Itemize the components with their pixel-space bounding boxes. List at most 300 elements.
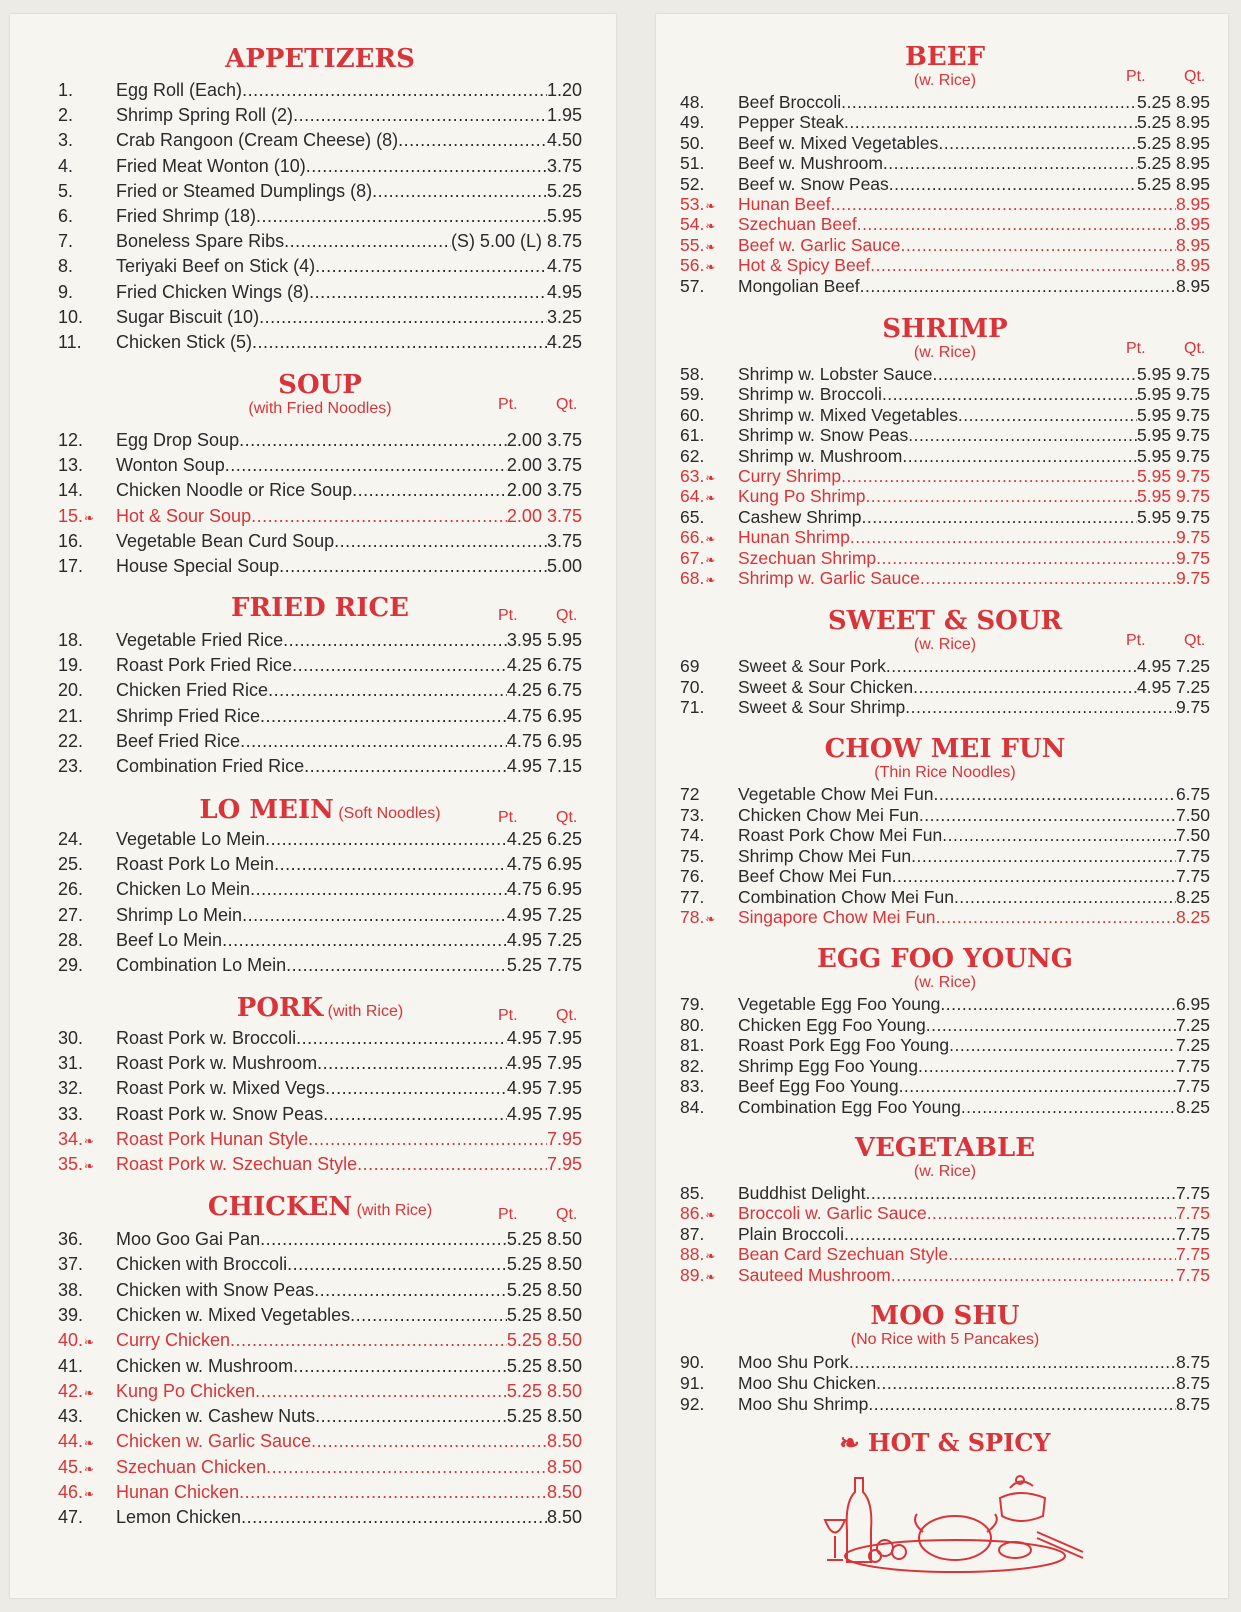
item-name: Curry Shrimp	[738, 466, 842, 486]
item-price: 6.75	[1175, 784, 1210, 804]
item-number-text: 24.	[58, 829, 84, 849]
item-number-text: 35.	[58, 1154, 84, 1174]
item-number	[680, 1056, 738, 1077]
item-price: 8.50	[546, 1507, 582, 1528]
menu-item	[58, 307, 582, 328]
item-number	[680, 825, 738, 846]
item-name: Chicken with Snow Peas	[116, 1279, 315, 1300]
item-number-text: 41.	[58, 1355, 84, 1376]
item-name: Vegetable Chow Mei Fun	[738, 784, 934, 804]
chili-pepper-icon: ❧	[705, 532, 716, 547]
menu-item	[58, 1053, 582, 1074]
item-price: 4.75 6.95	[506, 705, 582, 726]
menu-item	[680, 1183, 1210, 1204]
dot-leader	[954, 887, 1176, 905]
menu-item	[680, 805, 1210, 826]
pint-header: Pt.	[1126, 632, 1146, 649]
item-price: 7.75	[1175, 866, 1210, 886]
item-number	[58, 1280, 116, 1301]
item-price: 3.25	[546, 306, 582, 327]
chili-pepper-icon: ❧	[84, 1487, 95, 1501]
item-price: 5.95 9.75	[1137, 506, 1210, 527]
item-name: Roast Pork w. Mixed Vegs	[116, 1078, 326, 1099]
item-number-text: 38.	[58, 1279, 84, 1300]
menu-item	[680, 784, 1210, 805]
menu-item	[58, 1280, 582, 1301]
chili-pepper-icon: ❧	[84, 1461, 95, 1476]
item-price: 2.00 3.75	[506, 505, 582, 526]
item-name: Shrimp w. Lobster Sauce	[738, 364, 933, 384]
menu-item	[58, 1431, 582, 1452]
item-number	[58, 706, 116, 727]
item-number	[680, 866, 738, 887]
menu-item	[680, 548, 1210, 569]
item-number	[680, 548, 738, 569]
menu-item	[58, 1078, 582, 1099]
item-number	[58, 879, 116, 900]
item-number	[58, 854, 116, 875]
item-number	[680, 255, 738, 276]
menu-item	[680, 446, 1210, 467]
section-subtitle: (with Rice)	[352, 1202, 433, 1219]
item-number	[58, 1381, 116, 1402]
menu-item	[58, 955, 582, 976]
dot-leader	[260, 1229, 507, 1247]
item-name: Teriyaki Beef on Stick (4)	[116, 256, 316, 277]
item-number-text: 36.	[58, 1229, 84, 1249]
item-number-text: 66.	[680, 527, 705, 548]
item-number-text: 75.	[680, 845, 705, 866]
menu-item	[680, 677, 1210, 698]
item-number-text: 16.	[58, 530, 84, 551]
pint-header: Pt.	[498, 1206, 518, 1223]
menu-item	[680, 405, 1210, 426]
chili-pepper-icon: ❧	[705, 471, 716, 485]
dot-leader	[882, 384, 1137, 402]
item-number	[680, 994, 738, 1015]
item-number-text: 53.	[680, 194, 705, 214]
chili-pepper-icon: ❧	[84, 1159, 95, 1173]
item-name: Hunan Beef	[738, 194, 831, 214]
item-name: Chicken w. Garlic Sauce	[116, 1431, 312, 1452]
item-name: Hot & Sour Soup	[116, 505, 252, 526]
item-number	[680, 1097, 738, 1118]
item-number	[680, 425, 738, 446]
item-price: 7.75	[1175, 1244, 1210, 1265]
item-price: 5.25 8.50	[506, 1304, 582, 1325]
dot-leader	[883, 153, 1137, 171]
dot-leader	[293, 1356, 507, 1374]
item-price: 8.95	[1175, 194, 1210, 214]
menu-item	[680, 364, 1210, 385]
item-price: 5.25 8.95	[1137, 153, 1210, 174]
menu-item	[680, 907, 1210, 928]
item-number-text: 69	[680, 656, 700, 676]
item-price: 7.50	[1175, 825, 1210, 845]
item-name: Beef Fried Rice	[116, 730, 241, 751]
menu-item	[58, 1254, 582, 1275]
dot-leader	[918, 1056, 1176, 1074]
item-number-text: 2.	[58, 105, 74, 126]
menu-item	[680, 1203, 1210, 1224]
dot-leader	[841, 466, 1137, 484]
menu-item	[58, 181, 582, 202]
item-name: Chicken Stick (5)	[116, 332, 253, 352]
item-price: 8.95	[1175, 214, 1210, 235]
menu-item	[680, 466, 1210, 487]
dot-leader	[849, 1352, 1176, 1370]
item-name: Combination Egg Foo Young	[738, 1097, 961, 1117]
section-title-mooshu	[680, 1301, 1210, 1331]
chili-pepper-icon: ❧	[705, 912, 716, 926]
item-name: Sauteed Mushroom	[738, 1264, 891, 1285]
item-number-text: 85.	[680, 1183, 705, 1203]
item-name: Roast Pork Chow Mei Fun	[738, 825, 943, 845]
item-price: 4.75	[546, 256, 582, 277]
dot-leader	[357, 1154, 547, 1172]
dot-leader	[892, 866, 1176, 884]
dot-leader	[325, 1078, 507, 1096]
dot-leader	[850, 527, 1176, 545]
item-number	[58, 1129, 116, 1150]
item-name: Egg Drop Soup	[116, 430, 240, 450]
item-number	[680, 194, 738, 215]
item-price: 2.00 3.75	[506, 480, 582, 501]
item-number	[680, 486, 738, 507]
dot-leader	[868, 1394, 1176, 1412]
dot-leader	[958, 405, 1137, 423]
item-name: Combination Chow Mei Fun	[738, 886, 954, 907]
item-number	[58, 1254, 116, 1275]
item-price: 8.75	[1175, 1352, 1210, 1372]
item-name: Chicken Fried Rice	[116, 680, 269, 701]
item-price: 5.95 9.75	[1137, 364, 1210, 384]
section-title-text: SWEET & SOUR	[827, 606, 1063, 636]
item-number	[680, 466, 738, 487]
dot-leader	[239, 1482, 547, 1500]
item-name: Moo Shu Pork	[738, 1352, 849, 1372]
item-number-text: 83.	[680, 1076, 705, 1097]
item-number	[58, 1457, 116, 1478]
dot-leader	[252, 332, 547, 350]
item-name: Roast Pork w. Szechuan Style	[116, 1154, 358, 1174]
item-name: Bean Card Szechuan Style	[738, 1244, 949, 1265]
menu-item	[680, 697, 1210, 718]
item-name: Roast Pork w. Mushroom	[116, 1053, 318, 1074]
section-note-mooshu: (No Rice with 5 Pancakes)	[850, 1331, 1040, 1348]
item-name: Curry Chicken	[116, 1330, 231, 1351]
item-number	[58, 256, 116, 277]
item-number	[680, 1244, 738, 1265]
section-title-text: FRIED RICE	[231, 593, 409, 623]
menu-item	[58, 80, 582, 101]
menu-item	[680, 1352, 1210, 1373]
menu-item	[58, 556, 582, 577]
item-name: Szechuan Chicken	[116, 1456, 267, 1477]
dot-leader	[323, 1104, 507, 1122]
item-price: 3.75	[546, 530, 582, 551]
item-number-text: 18.	[58, 630, 84, 650]
item-number	[680, 364, 738, 385]
menu-item	[680, 384, 1210, 405]
item-number	[58, 206, 116, 227]
menu-item	[58, 1129, 582, 1150]
item-price: 5.25 8.95	[1137, 92, 1210, 112]
dot-leader	[260, 706, 507, 724]
dot-leader	[240, 731, 507, 749]
quart-header: Qt.	[556, 1206, 578, 1223]
item-name: Shrimp Spring Roll (2)	[116, 105, 294, 126]
section-title-text: EGG FOO YOUNG	[817, 944, 1073, 974]
item-number-text: 82.	[680, 1055, 705, 1076]
item-name: Kung Po Shrimp	[738, 486, 866, 507]
dot-leader	[913, 677, 1137, 695]
dot-leader	[948, 1244, 1176, 1262]
dot-leader	[934, 784, 1176, 802]
hot-spicy-label: HOT & SPICY	[867, 1428, 1051, 1457]
item-number-text: 1.	[58, 80, 74, 100]
menu-item	[680, 153, 1210, 174]
dot-leader	[933, 364, 1137, 382]
item-price: 5.25 8.50	[506, 1406, 582, 1427]
menu-item	[58, 905, 582, 926]
dot-leader	[265, 829, 507, 847]
item-name: Sweet & Sour Shrimp	[738, 697, 906, 717]
item-number-text: 63.	[680, 466, 705, 486]
item-number-text: 28.	[58, 929, 84, 950]
item-price: 5.95 9.75	[1137, 486, 1210, 507]
item-name: Kung Po Chicken	[116, 1380, 256, 1401]
dot-leader	[926, 1015, 1176, 1033]
item-number-text: 92.	[680, 1394, 705, 1414]
item-price: 3.75	[546, 155, 582, 176]
item-name: Szechuan Beef	[738, 214, 857, 235]
item-number	[680, 405, 738, 426]
item-name: Combination Lo Mein	[116, 955, 287, 975]
dot-leader	[876, 548, 1176, 566]
item-number	[58, 731, 116, 752]
quart-header: Qt.	[556, 809, 578, 826]
item-name: Chicken Noodle or Rice Soup	[116, 480, 353, 501]
item-name: Shrimp w. Broccoli	[738, 384, 882, 405]
item-number-text: 19.	[58, 655, 84, 676]
dot-leader	[242, 905, 507, 923]
item-number	[58, 307, 116, 328]
dot-leader	[905, 697, 1176, 715]
item-name: Beef w. Mixed Vegetables	[738, 132, 939, 153]
item-number-text: 47.	[58, 1507, 84, 1528]
menu-item	[680, 112, 1210, 133]
menu-item	[680, 235, 1210, 256]
dot-leader	[940, 994, 1176, 1012]
item-number	[58, 930, 116, 951]
item-number	[680, 92, 738, 113]
dot-leader	[334, 531, 547, 549]
item-name: Shrimp Lo Mein	[116, 904, 243, 925]
item-name: Lemon Chicken	[116, 1507, 242, 1528]
item-number-text: 9.	[58, 281, 74, 302]
item-number-text: 14.	[58, 480, 84, 501]
item-price: 5.95 9.75	[1137, 466, 1210, 486]
item-name: Shrimp Chow Mei Fun	[738, 845, 912, 866]
item-price: 4.75 6.95	[506, 730, 582, 751]
item-number-text: 74.	[680, 825, 705, 845]
menu-item	[680, 425, 1210, 446]
item-number-text: 51.	[680, 153, 705, 174]
menu-item	[680, 1224, 1210, 1245]
item-name: Crab Rangoon (Cream Cheese) (8)	[116, 130, 399, 151]
quart-header: Qt.	[1184, 632, 1206, 649]
item-number	[58, 1028, 116, 1049]
dot-leader	[920, 568, 1176, 586]
dot-leader	[870, 255, 1176, 273]
item-price: 5.95 9.75	[1137, 384, 1210, 405]
item-number-text: 70.	[680, 676, 705, 697]
item-number	[680, 1076, 738, 1097]
item-number-text: 17.	[58, 556, 84, 576]
item-name: Wonton Soup	[116, 455, 225, 476]
item-number	[680, 846, 738, 867]
menu-item	[58, 1482, 582, 1503]
chili-pepper-icon: ❧	[705, 1249, 716, 1264]
item-number-text: 20.	[58, 680, 84, 701]
item-number-text: 7.	[58, 231, 74, 252]
dot-leader	[266, 1457, 547, 1475]
chili-pepper-icon: ❧	[84, 1436, 95, 1451]
item-price: 4.95 7.25	[1137, 676, 1210, 697]
item-number-text: 71.	[680, 697, 705, 717]
item-name: Fried Meat Wonton (10)	[116, 155, 306, 176]
section-title-text: APPETIZERS	[225, 44, 415, 74]
chili-pepper-icon: ❧	[705, 491, 716, 506]
section-title-text: BEEF	[904, 42, 986, 72]
item-price: 4.95 7.95	[506, 1053, 582, 1074]
item-name: Egg Roll (Each)	[116, 80, 243, 100]
item-number	[680, 1265, 738, 1286]
dot-leader	[938, 133, 1137, 151]
item-price: 7.75	[1175, 1076, 1210, 1097]
item-name: Mongolian Beef	[738, 275, 860, 296]
dot-leader	[242, 80, 547, 98]
item-number	[680, 1015, 738, 1036]
item-price: 5.00	[546, 556, 582, 576]
menu-item	[680, 656, 1210, 677]
chili-pepper-icon: ❧	[705, 219, 716, 234]
menu-item	[58, 105, 582, 126]
dot-leader	[317, 1053, 507, 1071]
item-number-text: 60.	[680, 404, 705, 425]
section-title-text: CHICKEN	[207, 1192, 353, 1222]
item-number	[680, 656, 738, 677]
item-number-text: 44.	[58, 1431, 84, 1452]
item-number	[58, 1104, 116, 1125]
item-name: Chicken Chow Mei Fun	[738, 804, 919, 825]
menu-item	[680, 866, 1210, 887]
item-number-text: 61.	[680, 425, 705, 446]
item-name: Vegetable Egg Foo Young	[738, 994, 941, 1014]
item-number	[58, 1229, 116, 1250]
item-name: Moo Shu Chicken	[738, 1373, 877, 1393]
section-title-text: PORK	[236, 993, 324, 1023]
dot-leader	[286, 955, 507, 973]
item-price: 1.95	[546, 105, 582, 126]
dot-leader	[279, 556, 547, 574]
item-number	[680, 1035, 738, 1056]
item-number	[680, 276, 738, 297]
dot-leader	[283, 630, 507, 648]
item-name: Roast Pork w. Snow Peas	[116, 1103, 324, 1124]
item-name: Beef w. Snow Peas	[738, 173, 889, 194]
item-number	[680, 446, 738, 467]
dot-leader	[862, 507, 1137, 525]
item-number	[58, 1078, 116, 1099]
chili-pepper-icon: ❧	[705, 239, 716, 254]
menu-item	[58, 1028, 582, 1049]
item-price: 9.75	[1175, 527, 1210, 548]
dot-leader	[900, 235, 1175, 253]
item-number	[58, 1356, 116, 1377]
item-price: 8.50	[546, 1482, 582, 1502]
section-note-soup: (with Fried Noodles)	[248, 400, 392, 417]
dot-leader	[251, 506, 507, 524]
item-number	[58, 156, 116, 177]
item-name: Szechuan Shrimp	[738, 547, 877, 568]
dot-leader	[902, 446, 1137, 464]
item-name: Hunan Chicken	[116, 1482, 240, 1502]
chili-pepper-icon: ❧	[84, 1335, 95, 1350]
item-name: Beef Broccoli	[738, 92, 842, 112]
menu-item	[680, 255, 1210, 276]
item-number	[58, 506, 116, 527]
item-price: 8.25	[1175, 1097, 1210, 1117]
item-price: 7.25	[1175, 1014, 1210, 1035]
item-price: 8.95	[1175, 275, 1210, 296]
item-name: Fried Chicken Wings (8)	[116, 281, 310, 302]
item-number	[58, 630, 116, 651]
chili-pepper-icon: ❧	[84, 1133, 95, 1148]
item-number	[680, 1183, 738, 1204]
item-name: Shrimp w. Mushroom	[738, 445, 903, 466]
item-price: 7.75	[1175, 1055, 1210, 1076]
item-number	[58, 105, 116, 126]
item-name: Beef w. Mushroom	[738, 153, 883, 174]
dot-leader	[908, 425, 1137, 443]
item-name: Beef Egg Foo Young	[738, 1076, 899, 1097]
item-number	[58, 655, 116, 676]
hot-spicy-legend	[680, 1428, 1210, 1457]
pint-header: Pt.	[498, 396, 518, 413]
menu-item	[58, 1381, 582, 1402]
item-price: 5.95 9.75	[1137, 445, 1210, 466]
item-number-text: 6.	[58, 206, 74, 226]
dot-leader	[296, 1028, 507, 1046]
menu-item	[58, 130, 582, 151]
item-price: 4.25 6.75	[506, 655, 582, 676]
item-number-text: 79.	[680, 994, 705, 1014]
menu-item	[58, 231, 582, 252]
item-number	[58, 430, 116, 451]
item-number	[680, 384, 738, 405]
dot-leader	[865, 486, 1137, 504]
item-number-text: 91.	[680, 1373, 705, 1393]
menu-item	[58, 156, 582, 177]
menu-item	[680, 1056, 1210, 1077]
dot-leader	[876, 1373, 1176, 1391]
item-name: Roast Pork Egg Foo Young	[738, 1035, 950, 1056]
menu-item	[680, 1097, 1210, 1118]
item-number-text: 89.	[680, 1264, 705, 1285]
item-name: Vegetable Bean Curd Soup	[116, 530, 335, 551]
